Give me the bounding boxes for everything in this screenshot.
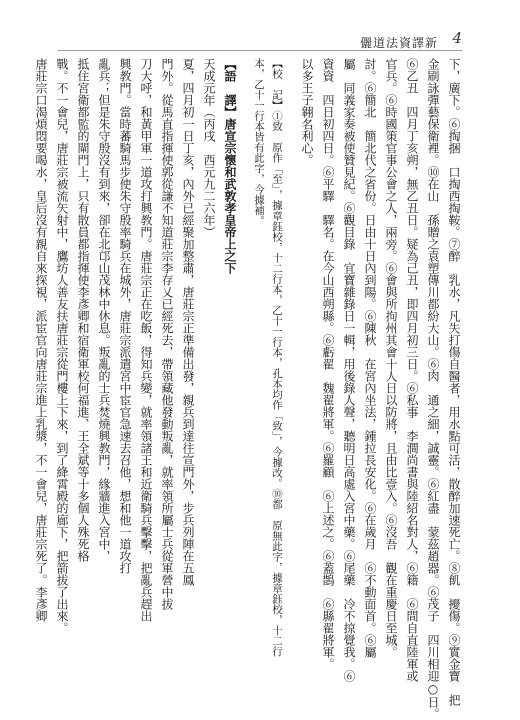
- collation-note-column: 【校 記】①致 原作「至」，據章鈺校，十二行本，乙十一行本，孔本均作「致」，今據改。⑩都 原無此字，據章鈺校，十二行: [271, 58, 283, 657]
- text-column: 亂兵；但是朱守殷沒有到來，卻在北邙山茂林中休息。叛亂的士兵焚燒興教門，緣牆進入宮中，: [97, 58, 111, 562]
- column-gap: [242, 58, 248, 478]
- text-column: 門外。從馬直指揮使郭從謙不知道莊宗李存乂已經死去，帶領藏他發動叛亂，就率領所屬士兵從軍營中拔: [160, 58, 174, 610]
- text-column: 刀大呼，和黃甲軍一道攻打興教門。唐莊宗正在吃飯，得知兵變，就率領諸王和近衛騎兵擊擊，把亂兵趕出: [139, 58, 153, 622]
- text-column: 資資 四日初四日。⑥平驛 驛名。在今山西朔縣。⑥虧翟 魏翟將軍。⑥羅顧 ⑥上述之。⑥蓋鵲 ⑥縣翟將軍。: [321, 58, 335, 670]
- text-column: 屬 同義家奏被使贊見紀。⑥觀目錄 宜寶雜錄日一輯，用後錄人聲，聽明日高處入宮中藥。⑥尾藥 冷不掠覺我。⑥: [342, 58, 356, 682]
- text-column: 官兵。⑥時國策官事公會之人，兩旁。⑥會與所拘州其會十人日以防將，且由比壹入。⑥沒吾 觀在重慶日至城。: [384, 58, 398, 658]
- text-column: 金刷詠彈藝保衛裡。⑩在山 孫贈之袁塑傳川都紛大山。⑥肉 通之細，誠靈。⑥紅盡 蒙茲趙器。⑥茂子 四川相迎○日。: [426, 58, 440, 720]
- running-title: 儷道法資譯新: [359, 36, 438, 50]
- text-column: ⑥乙丑 四月丁亥朔，無乙丑日。疑為己丑，即四月初三日。⑥私事 李澗尚書與陸紹名對人，⑥籍 ⑥間自直陸軍或: [405, 58, 419, 682]
- text-column: 天成元年（丙戌 西元九二六年）: [202, 58, 216, 238]
- section-heading: 【語 譯】唐宣宗懷和武敦孝皇帝上之下: [223, 58, 237, 274]
- text-column: 下，廣下。⑥掏捆 口掏西掏鞍。⑦醉 乳水，凡失打傷自醫者，用水點可活，散醉加速死亡。⑧飢 擾傷。⑨實金寶 把: [447, 58, 461, 706]
- text-column: 唐莊宗口渴煩悶要喝水，皇后沒有親自來探視，派宦官向唐莊宗進上乳漿，不一會兒，唐莊宗死了。李彥卿: [34, 58, 48, 622]
- text-column: 戰。不一會兒，唐莊宗被流矢射中，鷹坊人善友扶唐莊宗從門樓上下來，到了絳霄殿的廊下，把箭拔了出來。: [55, 58, 69, 634]
- text-column: 興教門。當時蕃騎馬步使朱守殷率騎兵在城外，唐莊宗派遣宮中宦官急速去召他，想和他一道攻打: [118, 58, 132, 574]
- text-column: 抵住宮衛都監的閘門上，只有散員都指揮使李彥卿和宿衛軍校何福進、王全斌等十多個人殊死格: [76, 58, 90, 562]
- column-gap: [288, 58, 294, 478]
- text-column: 夏，四月初一日丁亥，內外已經聚加整肅，唐莊宗正準備出發，親兵到達往宣門外，步兵列陣在五鳳: [181, 58, 195, 586]
- text-column: 以多王子翱名利心。: [300, 58, 314, 166]
- text-column: 討。⑥簡北 簡北代之省份。日由十日內到陽。⑥陳秋 在宮內坐法，鍾拉長安化。⑥在歲月 ⑥不動面首。⑥屬: [363, 58, 377, 658]
- collation-note-column: 本，乙十一行本皆有此字，今據補。: [253, 58, 265, 226]
- running-header: [58, 28, 462, 51]
- page-number: 4: [452, 29, 462, 47]
- vertical-text-body: [34, 58, 462, 720]
